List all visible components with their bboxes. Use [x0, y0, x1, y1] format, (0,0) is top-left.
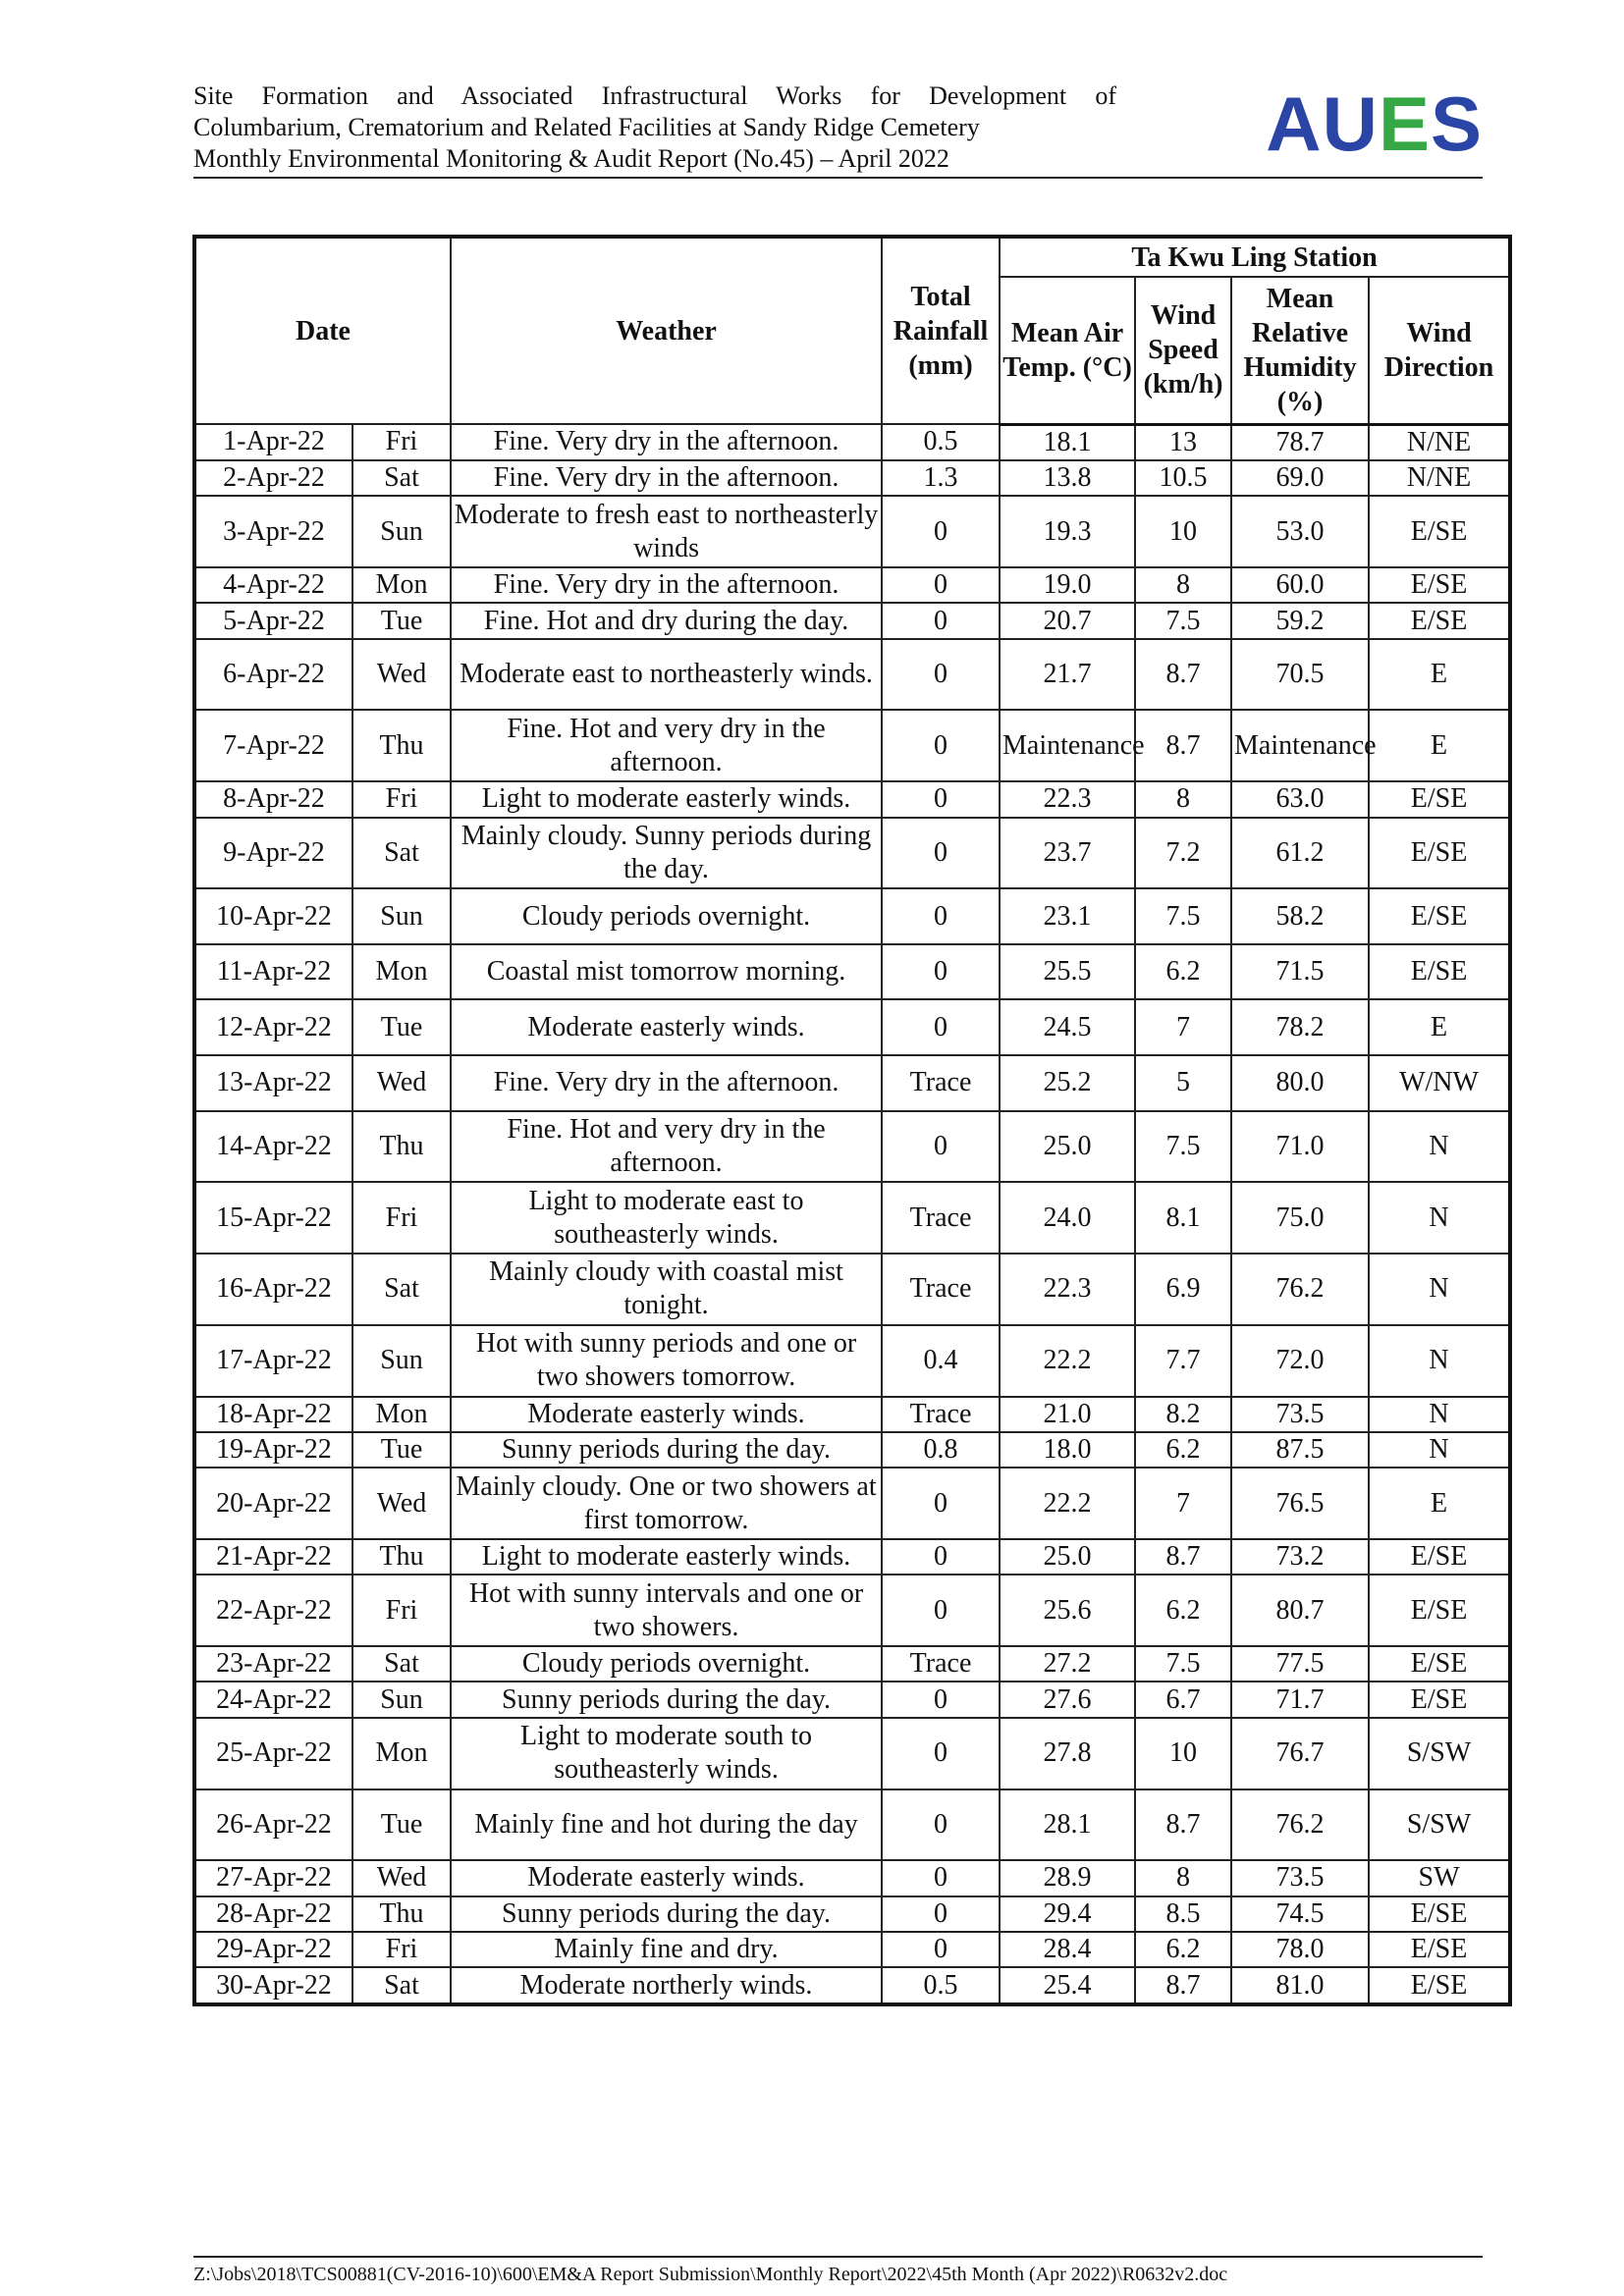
cell-date: 17-Apr-22	[194, 1325, 352, 1397]
cell-weather: Light to moderate east to southeasterly winds.	[451, 1182, 882, 1254]
table-row	[194, 999, 1510, 1055]
cell-wind-speed: 7	[1135, 999, 1231, 1055]
report-title-block	[193, 80, 1116, 175]
cell-date: 29-Apr-22	[194, 1932, 352, 1967]
cell-wind-direction: N	[1369, 1432, 1510, 1468]
cell-date: 22-Apr-22	[194, 1575, 352, 1646]
table-row	[194, 1718, 1510, 1789]
cell-day: Tue	[352, 1432, 451, 1468]
cell-rainfall: Trace	[882, 1254, 1000, 1325]
cell-wind-direction: E/SE	[1369, 1932, 1510, 1967]
cell-wind-direction: E/SE	[1369, 944, 1510, 1000]
cell-temp: 28.1	[1000, 1789, 1135, 1861]
logo-part-e: E	[1378, 80, 1431, 167]
cell-day: Sat	[352, 460, 451, 496]
cell-rainfall: 0	[882, 1682, 1000, 1717]
cell-day: Fri	[352, 1182, 451, 1254]
cell-weather: Moderate northerly winds.	[451, 1967, 882, 2004]
cell-wind-direction: N	[1369, 1397, 1510, 1432]
cell-temp: 27.2	[1000, 1646, 1135, 1682]
cell-wind-direction: E/SE	[1369, 1896, 1510, 1932]
cell-wind-direction: E/SE	[1369, 1646, 1510, 1682]
cell-temp: 28.9	[1000, 1860, 1135, 1896]
report-title-line-2: Columbarium, Crematorium and Related Facilities at Sandy Ridge Cemetery	[193, 113, 980, 141]
cell-weather: Light to moderate easterly winds.	[451, 1539, 882, 1575]
cell-wind-speed: 10	[1135, 496, 1231, 567]
cell-date: 30-Apr-22	[194, 1967, 352, 2004]
cell-temp: 25.4	[1000, 1967, 1135, 2004]
cell-humidity: 80.7	[1231, 1575, 1369, 1646]
cell-humidity: 76.5	[1231, 1468, 1369, 1539]
cell-wind-direction: E/SE	[1369, 781, 1510, 817]
cell-weather: Light to moderate easterly winds.	[451, 781, 882, 817]
cell-day: Sun	[352, 888, 451, 944]
table-row	[194, 1055, 1510, 1111]
cell-temp: 21.7	[1000, 639, 1135, 711]
cell-weather: Mainly fine and dry.	[451, 1932, 882, 1967]
cell-humidity: 63.0	[1231, 781, 1369, 817]
cell-rainfall: 0	[882, 888, 1000, 944]
cell-wind-speed: 7.5	[1135, 1646, 1231, 1682]
table-row	[194, 1397, 1510, 1432]
cell-wind-speed: 7.7	[1135, 1325, 1231, 1397]
cell-rainfall: 0.8	[882, 1432, 1000, 1468]
cell-weather: Sunny periods during the day.	[451, 1682, 882, 1717]
cell-wind-speed: 6.9	[1135, 1254, 1231, 1325]
cell-humidity: 76.2	[1231, 1789, 1369, 1861]
cell-date: 26-Apr-22	[194, 1789, 352, 1861]
cell-day: Fri	[352, 424, 451, 460]
cell-temp: 20.7	[1000, 603, 1135, 638]
cell-weather: Moderate to fresh east to northeasterly winds	[451, 496, 882, 567]
cell-humidity: 78.0	[1231, 1932, 1369, 1967]
cell-wind-direction: N	[1369, 1182, 1510, 1254]
cell-day: Sun	[352, 1325, 451, 1397]
cell-weather: Sunny periods during the day.	[451, 1432, 882, 1468]
cell-rainfall: 0	[882, 781, 1000, 817]
cell-date: 23-Apr-22	[194, 1646, 352, 1682]
header-temp: Mean Air Temp. (°C)	[1000, 277, 1135, 424]
cell-wind-direction: N	[1369, 1254, 1510, 1325]
cell-wind-speed: 8.7	[1135, 1789, 1231, 1861]
table-row	[194, 944, 1510, 1000]
cell-rainfall: 0.5	[882, 1967, 1000, 2004]
cell-humidity: 81.0	[1231, 1967, 1369, 2004]
cell-day: Thu	[352, 1539, 451, 1575]
cell-wind-speed: 6.2	[1135, 1932, 1231, 1967]
table-row	[194, 710, 1510, 781]
cell-wind-speed: 5	[1135, 1055, 1231, 1111]
cell-date: 1-Apr-22	[194, 424, 352, 460]
cell-rainfall: Trace	[882, 1055, 1000, 1111]
report-title-line-3: Monthly Environmental Monitoring & Audit Report (No.45) – April 2022	[193, 144, 949, 173]
cell-date: 11-Apr-22	[194, 944, 352, 1000]
header-date: Date	[194, 237, 451, 424]
cell-humidity: 75.0	[1231, 1182, 1369, 1254]
cell-wind-speed: 10.5	[1135, 460, 1231, 496]
cell-wind-direction: E/SE	[1369, 1682, 1510, 1717]
cell-humidity: 58.2	[1231, 888, 1369, 944]
table-row	[194, 639, 1510, 711]
cell-humidity: Maintenance	[1231, 710, 1369, 781]
cell-weather: Moderate east to northeasterly winds.	[451, 639, 882, 711]
cell-rainfall: 0	[882, 1932, 1000, 1967]
cell-humidity: 71.0	[1231, 1111, 1369, 1183]
cell-date: 3-Apr-22	[194, 496, 352, 567]
cell-date: 6-Apr-22	[194, 639, 352, 711]
cell-day: Sat	[352, 1967, 451, 2004]
cell-humidity: 80.0	[1231, 1055, 1369, 1111]
cell-temp: 23.1	[1000, 888, 1135, 944]
cell-day: Sat	[352, 1646, 451, 1682]
cell-temp: 18.1	[1000, 424, 1135, 460]
table-row	[194, 1932, 1510, 1967]
cell-humidity: 76.2	[1231, 1254, 1369, 1325]
cell-humidity: 78.2	[1231, 999, 1369, 1055]
cell-rainfall: 0	[882, 1718, 1000, 1789]
table-row	[194, 1860, 1510, 1896]
cell-wind-direction: N	[1369, 1111, 1510, 1183]
cell-rainfall: 0	[882, 710, 1000, 781]
cell-day: Wed	[352, 1055, 451, 1111]
cell-rainfall: 0	[882, 1789, 1000, 1861]
cell-weather: Fine. Very dry in the afternoon.	[451, 460, 882, 496]
page-header	[193, 80, 1483, 179]
cell-humidity: 71.5	[1231, 944, 1369, 1000]
cell-rainfall: 0	[882, 567, 1000, 603]
cell-wind-speed: 6.2	[1135, 944, 1231, 1000]
cell-rainfall: 0	[882, 1896, 1000, 1932]
cell-rainfall: 0	[882, 1468, 1000, 1539]
cell-day: Thu	[352, 710, 451, 781]
cell-date: 19-Apr-22	[194, 1432, 352, 1468]
cell-wind-speed: 7.2	[1135, 818, 1231, 889]
cell-wind-speed: 8	[1135, 1860, 1231, 1896]
logo-part-s: S	[1430, 80, 1483, 167]
cell-day: Wed	[352, 1860, 451, 1896]
cell-day: Thu	[352, 1896, 451, 1932]
report-title-line-1: Site Formation and Associated Infrastructural Works for Development of	[193, 81, 1116, 110]
cell-rainfall: Trace	[882, 1397, 1000, 1432]
cell-wind-speed: 8.2	[1135, 1397, 1231, 1432]
cell-weather: Fine. Very dry in the afternoon.	[451, 567, 882, 603]
table-row	[194, 1254, 1510, 1325]
cell-weather: Light to moderate south to southeasterly winds.	[451, 1718, 882, 1789]
cell-temp: 19.0	[1000, 567, 1135, 603]
cell-temp: 27.6	[1000, 1682, 1135, 1717]
cell-temp: 25.0	[1000, 1111, 1135, 1183]
cell-temp: 25.6	[1000, 1575, 1135, 1646]
cell-rainfall: 0	[882, 818, 1000, 889]
cell-weather: Moderate easterly winds.	[451, 1860, 882, 1896]
header-humidity: Mean Relative Humidity (%)	[1231, 277, 1369, 424]
cell-date: 10-Apr-22	[194, 888, 352, 944]
cell-wind-direction: E/SE	[1369, 1967, 1510, 2004]
cell-humidity: 78.7	[1231, 424, 1369, 460]
header-rainfall: Total Rainfall (mm)	[882, 237, 1000, 424]
cell-weather: Fine. Very dry in the afternoon.	[451, 1055, 882, 1111]
table-row	[194, 1182, 1510, 1254]
cell-weather: Hot with sunny intervals and one or two showers.	[451, 1575, 882, 1646]
weather-table	[192, 235, 1512, 2006]
weather-table-container	[192, 235, 1508, 2006]
cell-weather: Mainly cloudy with coastal mist tonight.	[451, 1254, 882, 1325]
cell-wind-speed: 7.5	[1135, 1111, 1231, 1183]
cell-wind-direction: E	[1369, 639, 1510, 711]
table-row	[194, 818, 1510, 889]
table-row	[194, 1896, 1510, 1932]
cell-rainfall: 0	[882, 1539, 1000, 1575]
cell-rainfall: Trace	[882, 1182, 1000, 1254]
header-wind-direction: Wind Direction	[1369, 277, 1510, 424]
cell-temp: 25.2	[1000, 1055, 1135, 1111]
cell-date: 4-Apr-22	[194, 567, 352, 603]
cell-wind-direction: S/SW	[1369, 1718, 1510, 1789]
cell-date: 20-Apr-22	[194, 1468, 352, 1539]
cell-day: Fri	[352, 1575, 451, 1646]
cell-temp: 13.8	[1000, 460, 1135, 496]
cell-date: 2-Apr-22	[194, 460, 352, 496]
cell-wind-direction: E/SE	[1369, 888, 1510, 944]
cell-wind-direction: E	[1369, 999, 1510, 1055]
cell-humidity: 70.5	[1231, 639, 1369, 711]
cell-temp: 18.0	[1000, 1432, 1135, 1468]
cell-humidity: 72.0	[1231, 1325, 1369, 1397]
cell-wind-direction: E/SE	[1369, 1539, 1510, 1575]
cell-date: 27-Apr-22	[194, 1860, 352, 1896]
header-wind-speed: Wind Speed (km/h)	[1135, 277, 1231, 424]
cell-wind-speed: 7.5	[1135, 888, 1231, 944]
cell-date: 9-Apr-22	[194, 818, 352, 889]
cell-humidity: 60.0	[1231, 567, 1369, 603]
header-weather: Weather	[451, 237, 882, 424]
cell-weather: Moderate easterly winds.	[451, 999, 882, 1055]
cell-wind-speed: 8	[1135, 781, 1231, 817]
cell-wind-direction: N/NE	[1369, 424, 1510, 460]
cell-humidity: 74.5	[1231, 1896, 1369, 1932]
cell-weather: Cloudy periods overnight.	[451, 1646, 882, 1682]
cell-temp: 29.4	[1000, 1896, 1135, 1932]
cell-rainfall: 0	[882, 603, 1000, 638]
cell-weather: Mainly cloudy. One or two showers at first tomorrow.	[451, 1468, 882, 1539]
table-row	[194, 781, 1510, 817]
cell-temp: 25.0	[1000, 1539, 1135, 1575]
cell-day: Wed	[352, 639, 451, 711]
cell-wind-speed: 10	[1135, 1718, 1231, 1789]
cell-date: 7-Apr-22	[194, 710, 352, 781]
cell-wind-speed: 6.2	[1135, 1575, 1231, 1646]
cell-day: Fri	[352, 1932, 451, 1967]
cell-humidity: 73.2	[1231, 1539, 1369, 1575]
cell-day: Thu	[352, 1111, 451, 1183]
cell-day: Sun	[352, 1682, 451, 1717]
table-row	[194, 567, 1510, 603]
cell-wind-speed: 8.1	[1135, 1182, 1231, 1254]
cell-day: Mon	[352, 1397, 451, 1432]
cell-wind-direction: N/NE	[1369, 460, 1510, 496]
cell-day: Tue	[352, 603, 451, 638]
cell-wind-speed: 7.5	[1135, 603, 1231, 638]
table-row	[194, 1325, 1510, 1397]
cell-rainfall: 0	[882, 1860, 1000, 1896]
cell-weather: Mainly fine and hot during the day	[451, 1789, 882, 1861]
cell-date: 14-Apr-22	[194, 1111, 352, 1183]
cell-weather: Sunny periods during the day.	[451, 1896, 882, 1932]
cell-date: 24-Apr-22	[194, 1682, 352, 1717]
cell-rainfall: 1.3	[882, 460, 1000, 496]
cell-wind-speed: 8.7	[1135, 710, 1231, 781]
table-row	[194, 424, 1510, 460]
header-station: Ta Kwu Ling Station	[1000, 237, 1510, 277]
cell-weather: Fine. Hot and very dry in the afternoon.	[451, 710, 882, 781]
cell-temp: 22.2	[1000, 1325, 1135, 1397]
cell-rainfall: 0.5	[882, 424, 1000, 460]
table-row	[194, 1432, 1510, 1468]
cell-day: Tue	[352, 1789, 451, 1861]
cell-weather: Hot with sunny periods and one or two showers tomorrow.	[451, 1325, 882, 1397]
table-row	[194, 603, 1510, 638]
cell-weather: Mainly cloudy. Sunny periods during the day.	[451, 818, 882, 889]
cell-humidity: 73.5	[1231, 1397, 1369, 1432]
table-row	[194, 1646, 1510, 1682]
cell-humidity: 76.7	[1231, 1718, 1369, 1789]
cell-date: 13-Apr-22	[194, 1055, 352, 1111]
cell-wind-direction: E/SE	[1369, 496, 1510, 567]
cell-date: 25-Apr-22	[194, 1718, 352, 1789]
cell-temp: 23.7	[1000, 818, 1135, 889]
cell-rainfall: 0	[882, 944, 1000, 1000]
cell-temp: 25.5	[1000, 944, 1135, 1000]
table-row	[194, 496, 1510, 567]
cell-rainfall: 0	[882, 1111, 1000, 1183]
cell-humidity: 71.7	[1231, 1682, 1369, 1717]
cell-wind-direction: E/SE	[1369, 603, 1510, 638]
cell-day: Fri	[352, 781, 451, 817]
cell-wind-speed: 13	[1135, 424, 1231, 460]
cell-day: Wed	[352, 1468, 451, 1539]
cell-weather: Fine. Hot and dry during the day.	[451, 603, 882, 638]
table-row	[194, 460, 1510, 496]
table-row	[194, 1789, 1510, 1861]
cell-date: 18-Apr-22	[194, 1397, 352, 1432]
cell-wind-speed: 6.2	[1135, 1432, 1231, 1468]
cell-temp: 19.3	[1000, 496, 1135, 567]
table-row	[194, 888, 1510, 944]
cell-date: 8-Apr-22	[194, 781, 352, 817]
cell-day: Tue	[352, 999, 451, 1055]
aues-logo	[1266, 80, 1483, 167]
cell-wind-speed: 8	[1135, 567, 1231, 603]
cell-wind-speed: 6.7	[1135, 1682, 1231, 1717]
cell-temp: 22.3	[1000, 1254, 1135, 1325]
cell-date: 28-Apr-22	[194, 1896, 352, 1932]
cell-rainfall: 0	[882, 496, 1000, 567]
cell-humidity: 53.0	[1231, 496, 1369, 567]
cell-temp: 22.2	[1000, 1468, 1135, 1539]
cell-humidity: 69.0	[1231, 460, 1369, 496]
cell-weather: Moderate easterly winds.	[451, 1397, 882, 1432]
cell-wind-speed: 7	[1135, 1468, 1231, 1539]
cell-day: Mon	[352, 1718, 451, 1789]
cell-wind-direction: E/SE	[1369, 818, 1510, 889]
cell-humidity: 73.5	[1231, 1860, 1369, 1896]
cell-temp: 24.0	[1000, 1182, 1135, 1254]
file-path-footer: Z:\Jobs\2018\TCS00881(CV-2016-10)\600\EM&A Report Submission\Monthly Report\2022\45th Month (Apr 2022)\R0632v2.doc	[193, 2256, 1483, 2285]
cell-date: 16-Apr-22	[194, 1254, 352, 1325]
cell-rainfall: 0.4	[882, 1325, 1000, 1397]
cell-day: Sun	[352, 496, 451, 567]
cell-temp: Maintenance	[1000, 710, 1135, 781]
cell-temp: 22.3	[1000, 781, 1135, 817]
cell-wind-direction: E/SE	[1369, 1575, 1510, 1646]
cell-temp: 21.0	[1000, 1397, 1135, 1432]
cell-weather: Coastal mist tomorrow morning.	[451, 944, 882, 1000]
cell-wind-speed: 8.7	[1135, 639, 1231, 711]
cell-humidity: 61.2	[1231, 818, 1369, 889]
table-row	[194, 1682, 1510, 1717]
table-row	[194, 1468, 1510, 1539]
cell-temp: 28.4	[1000, 1932, 1135, 1967]
cell-wind-speed: 8.7	[1135, 1539, 1231, 1575]
cell-humidity: 77.5	[1231, 1646, 1369, 1682]
cell-weather: Fine. Hot and very dry in the afternoon.	[451, 1111, 882, 1183]
cell-wind-speed: 8.5	[1135, 1896, 1231, 1932]
cell-date: 21-Apr-22	[194, 1539, 352, 1575]
table-row	[194, 1539, 1510, 1575]
cell-temp: 24.5	[1000, 999, 1135, 1055]
cell-weather: Cloudy periods overnight.	[451, 888, 882, 944]
cell-day: Mon	[352, 944, 451, 1000]
cell-rainfall: 0	[882, 999, 1000, 1055]
table-row	[194, 1575, 1510, 1646]
cell-day: Sat	[352, 1254, 451, 1325]
cell-wind-direction: E	[1369, 1468, 1510, 1539]
cell-wind-direction: S/SW	[1369, 1789, 1510, 1861]
cell-day: Sat	[352, 818, 451, 889]
cell-rainfall: 0	[882, 1575, 1000, 1646]
cell-temp: 27.8	[1000, 1718, 1135, 1789]
cell-wind-direction: E	[1369, 710, 1510, 781]
cell-wind-direction: W/NW	[1369, 1055, 1510, 1111]
cell-date: 5-Apr-22	[194, 603, 352, 638]
cell-day: Mon	[352, 567, 451, 603]
cell-rainfall: Trace	[882, 1646, 1000, 1682]
cell-weather: Fine. Very dry in the afternoon.	[451, 424, 882, 460]
cell-humidity: 87.5	[1231, 1432, 1369, 1468]
cell-rainfall: 0	[882, 639, 1000, 711]
cell-date: 15-Apr-22	[194, 1182, 352, 1254]
cell-wind-direction: SW	[1369, 1860, 1510, 1896]
cell-wind-direction: E/SE	[1369, 567, 1510, 603]
logo-part-au: AU	[1266, 80, 1379, 167]
table-row	[194, 1967, 1510, 2004]
cell-humidity: 59.2	[1231, 603, 1369, 638]
cell-wind-direction: N	[1369, 1325, 1510, 1397]
table-row	[194, 1111, 1510, 1183]
weather-table-body	[194, 424, 1510, 2004]
cell-wind-speed: 8.7	[1135, 1967, 1231, 2004]
cell-date: 12-Apr-22	[194, 999, 352, 1055]
